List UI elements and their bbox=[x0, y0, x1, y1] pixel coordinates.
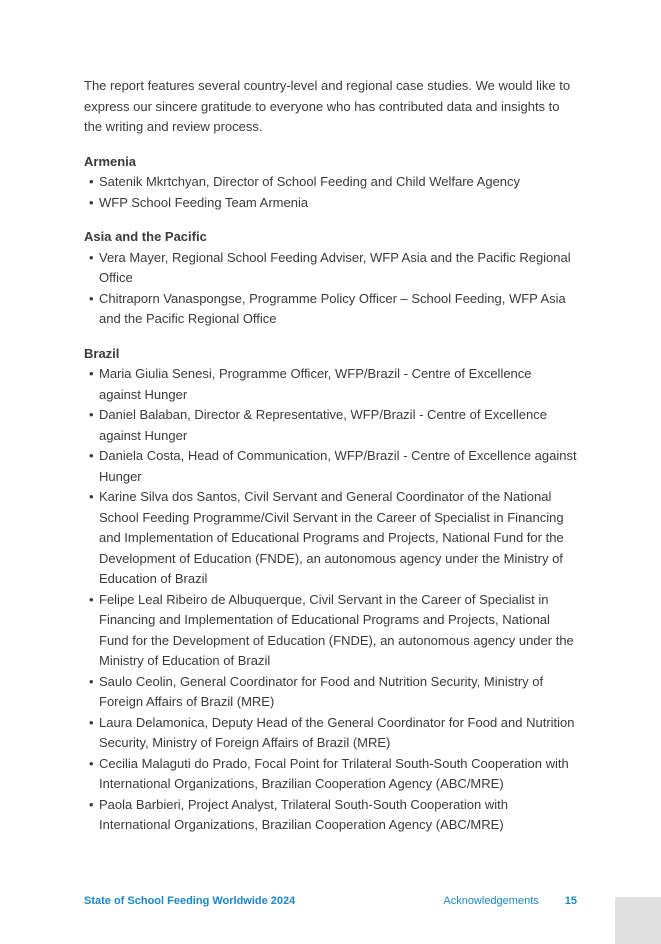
section-title-asia-pacific: Asia and the Pacific bbox=[84, 229, 207, 244]
section-title-armenia: Armenia bbox=[84, 153, 137, 169]
page-corner-tab bbox=[615, 897, 661, 944]
list-item: • Paola Barbieri, Project Analyst, Trilateral South-South Cooperation with International Organizations, Brazilian Cooperation Agency (ABC/MRE) bbox=[84, 795, 577, 836]
list-item: • Laura Delamonica, Deputy Head of the General Coordinator for Food and Nutrition Security, Ministry of Foreign Affairs of Brazil (MRE) bbox=[84, 713, 577, 754]
list-item: • Cecilia Malaguti do Prado, Focal Point for Trilateral South-South Cooperation with International Organizations, Brazilian Cooperation Agency (ABC/MRE) bbox=[84, 754, 577, 795]
contributor-list-brazil bbox=[84, 364, 577, 836]
acknowledgements-content bbox=[84, 76, 577, 850]
list-item: • Satenik Mkrtchyan, Director of School Feeding and Child Welfare Agency bbox=[84, 172, 577, 193]
footer-section-label: Acknowledgements bbox=[443, 895, 539, 907]
list-item: • WFP School Feeding Team Armenia bbox=[84, 193, 577, 214]
contributor-list-armenia bbox=[84, 172, 577, 213]
section-title-brazil: Brazil bbox=[84, 345, 120, 361]
footer-report-title: State of School Feeding Worldwide 2024 bbox=[84, 895, 296, 907]
page-footer bbox=[84, 894, 577, 908]
list-item: • Daniel Balaban, Director & Representative, WFP/Brazil - Centre of Excellence against Hunger bbox=[84, 405, 577, 446]
list-item: • Daniela Costa, Head of Communication, WFP/Brazil - Centre of Excellence against Hunger bbox=[84, 446, 577, 487]
section-brazil bbox=[84, 344, 577, 836]
list-item: • Karine Silva dos Santos, Civil Servant and General Coordinator of the National School Feeding Programme/Civil Servant in the Career of Specialist in Financing and Implementation of Educational Programs and Projects, National Fund for the Development of Education (FNDE), an autonomous agency under the Ministry of Education of Brazil bbox=[84, 487, 577, 590]
list-item: • Saulo Ceolin, General Coordinator for Food and Nutrition Security, Ministry of Foreign Affairs of Brazil (MRE) bbox=[84, 672, 577, 713]
list-item: • Felipe Leal Ribeiro de Albuquerque, Civil Servant in the Career of Specialist in Financing and Implementation of Educational Programs and Projects, National Fund for the Development of Education (FNDE), an autonomous agency under the Ministry of Education of Brazil bbox=[84, 590, 577, 672]
section-armenia bbox=[84, 152, 577, 214]
footer-right-group bbox=[443, 894, 577, 908]
contributor-list-asia-pacific bbox=[84, 248, 577, 330]
list-item: • Chitraporn Vanaspongse, Programme Policy Officer – School Feeding, WFP Asia and the Pacific Regional Office bbox=[84, 289, 577, 330]
intro-paragraph: The report features several country-level and regional case studies. We would like to express our sincere gratitude to everyone who has contributed data and insights to the writing and review process. bbox=[84, 78, 571, 134]
section-asia-pacific bbox=[84, 227, 577, 330]
list-item: • Vera Mayer, Regional School Feeding Adviser, WFP Asia and the Pacific Regional Office bbox=[84, 248, 577, 289]
footer-page-number: 15 bbox=[564, 895, 577, 907]
list-item: • Maria Giulia Senesi, Programme Officer, WFP/Brazil - Centre of Excellence against Hunger bbox=[84, 364, 577, 405]
